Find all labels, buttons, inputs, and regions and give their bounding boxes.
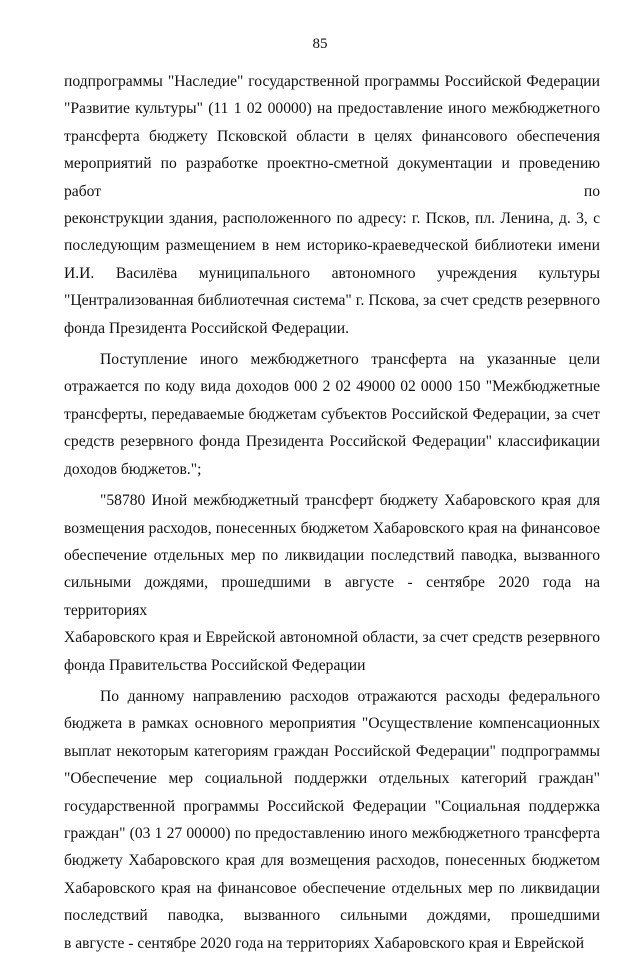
text-line: "Развитие культуры" (11 1 02 00000) на предоставление иного межбюджетного bbox=[64, 100, 600, 118]
text-line: "Обеспечение мер социальной поддержки отдельных категорий граждан" bbox=[64, 770, 600, 788]
text-line: фонда Правительства Российской Федерации bbox=[64, 656, 366, 674]
text-line: средств резервного фонда Президента Российской Федерации" классификации bbox=[64, 433, 600, 451]
paragraph bbox=[64, 683, 600, 957]
paragraph bbox=[64, 68, 600, 342]
text-line: "Централизованная библиотечная система" г. Пскова, за счет средств резервного bbox=[64, 292, 600, 310]
text-line: доходов бюджетов."; bbox=[64, 460, 202, 478]
text-line: государственной программы Российской Федерации "Социальная поддержка bbox=[64, 797, 600, 815]
text-line: выплат некоторым категориям граждан Российской Федерации" подпрограммы bbox=[64, 742, 600, 760]
text-line: мероприятий по разработке проектно-сметной документации и проведению работ по bbox=[64, 155, 600, 200]
text-line: возмещения расходов, понесенных бюджетом Хабаровского края на финансовое bbox=[64, 519, 600, 537]
text-line: фонда Президента Российской Федерации. bbox=[64, 319, 349, 337]
text-line: бюджета в рамках основного мероприятия "Осуществление компенсационных bbox=[64, 715, 600, 733]
text-line: Поступление иного межбюджетного трансферта на указанные цели bbox=[100, 351, 600, 369]
text-line: бюджету Хабаровского края для возмещения расходов, понесенных бюджетом bbox=[64, 852, 600, 870]
document-body bbox=[64, 68, 600, 957]
paragraph bbox=[64, 346, 600, 483]
text-line: отражается по коду вида доходов 000 2 02 49000 02 0000 150 "Межбюджетные bbox=[64, 378, 600, 396]
text-line: сильными дождями, прошедшими в августе - сентябре 2020 года на территориях bbox=[64, 574, 600, 619]
text-line: трансферты, передаваемые бюджетам субъектов Российской Федерации, за счет bbox=[64, 405, 600, 423]
text-line: граждан" (03 1 27 00000) по предоставлению иного межбюджетного трансферта bbox=[64, 824, 600, 842]
text-line: подпрограммы "Наследие" государственной программы Российской Федерации bbox=[64, 73, 600, 90]
text-line: реконструкции здания, расположенного по адресу: г. Псков, пл. Ленина, д. 3, с bbox=[64, 210, 600, 228]
text-line: обеспечение отдельных мер по ликвидации последствий паводка, вызванного bbox=[64, 546, 600, 564]
paragraph bbox=[64, 487, 600, 679]
text-line: трансферта бюджету Псковской области в целях финансового обеспечения bbox=[64, 127, 600, 145]
text-line: последствий паводка, вызванного сильными дождями, прошедшими bbox=[64, 907, 600, 925]
text-line: последующим размещением в нем историко-краеведческой библиотеки имени bbox=[64, 237, 600, 255]
text-line: Хабаровского края и Еврейской автономной области, за счет средств резервного bbox=[64, 629, 600, 647]
text-line: И.И. Василёва муниципального автономного учреждения культуры bbox=[64, 264, 600, 282]
text-line: в августе - сентябре 2020 года на территориях Хабаровского края и Еврейской bbox=[64, 934, 585, 952]
text-line: Хабаровского края на финансовое обеспечение отдельных мер по ликвидации bbox=[64, 879, 600, 897]
page-number: 85 bbox=[312, 36, 328, 52]
text-line: "58780 Иной межбюджетный трансферт бюджету Хабаровского края для bbox=[100, 492, 600, 510]
text-line: По данному направлению расходов отражаются расходы федерального bbox=[100, 687, 600, 705]
